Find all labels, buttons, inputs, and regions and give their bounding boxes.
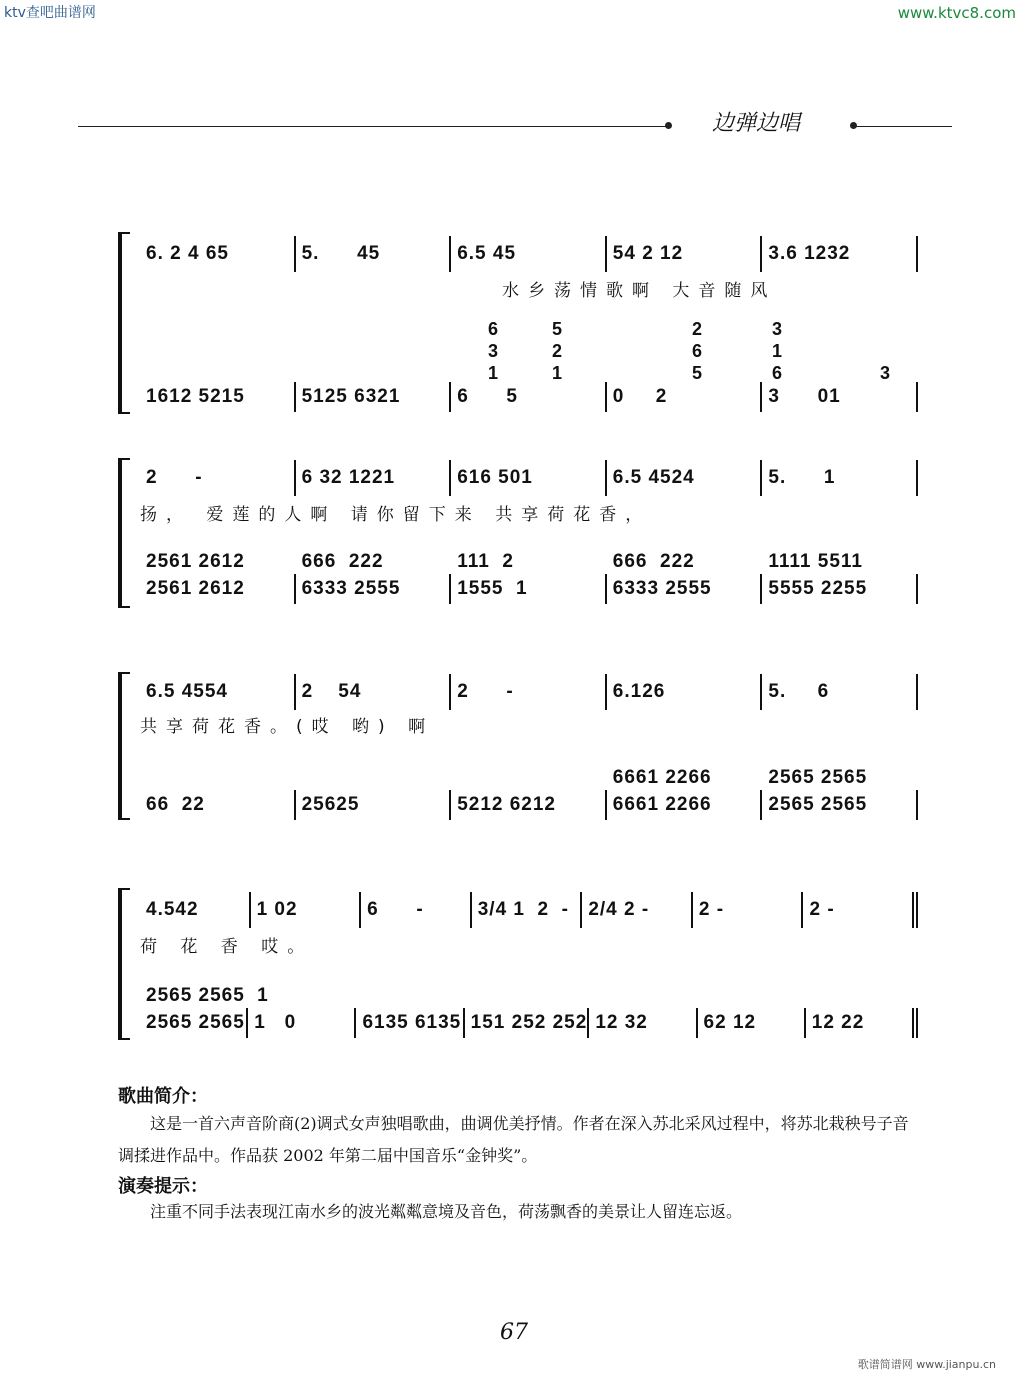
measure: 6.5 4524 [607,460,763,496]
bass-line [140,790,918,820]
melody-line [140,674,918,710]
measure [451,766,607,790]
section-title: 边弹边唱 [712,111,801,136]
measure: 12 22 [806,1008,918,1038]
lyrics-text: 扬， 爱莲的人啊 请你留下来 共享荷花香， [140,505,652,525]
system-bracket [118,458,130,608]
chord-column [770,318,784,384]
measure: 3.6 1232 [762,236,918,272]
page-number: 67 [500,1320,528,1345]
measure: 666 222 [612,551,695,572]
system-bracket [118,232,130,414]
measure: 2565 2565 [146,985,245,1006]
measure [473,984,584,1008]
score-system-2 [118,458,918,608]
measure: 66 22 [140,790,296,820]
measure: 1111 5511 [768,551,863,572]
melody-line [140,236,918,272]
system-bracket [118,888,130,1040]
measure: 1555 1 [451,574,607,604]
measure: 111 2 [457,551,514,572]
score-system-4 [118,888,918,1040]
measure: 6. 2 4 65 [140,236,296,272]
upper-accompaniment-line [140,984,918,1008]
melody-line [140,892,918,928]
system-bracket [118,672,130,820]
measure: 12 32 [589,1008,697,1038]
tips-heading: 演奏提示： [118,1176,208,1197]
header-rule-right [856,126,952,127]
measure: 666 222 [301,551,384,572]
measure: 2/4 2 - [582,892,693,928]
lyrics-line [140,712,918,737]
lyrics-line [140,500,918,525]
measure: 2 - [803,892,918,928]
bass-line [140,382,918,412]
watermark-top-right: www.ktvc8.com [897,4,1016,22]
measure: 1 02 [251,892,362,928]
upper-accompaniment-line [140,766,918,790]
watermark-bottom-right: 歌谱简谱网 www.jianpu.cn [857,1358,996,1371]
measure: 2565 2565 [768,767,868,788]
measure: 2 - [693,892,804,928]
measure: 6333 2555 [296,574,452,604]
upper-accompaniment-line [140,550,918,574]
measure: 2 - [140,460,296,496]
chord-note: 6 [691,341,702,361]
measure: 4.542 [140,892,251,928]
header-dot-left [665,122,672,129]
measure: 6333 2555 [607,574,763,604]
measure: 616 501 [451,460,607,496]
chord-note: 2 [551,341,562,361]
lyrics-text: 共享荷花香。(哎 哟) 啊 [140,717,435,737]
measure: 54 2 12 [607,236,763,272]
measure: 6.5 45 [451,236,607,272]
measure: 0 2 [607,382,763,412]
chord-note: 5 [551,319,562,339]
measure: 2 - [451,674,607,710]
chord-note: 5 [691,363,702,383]
measure [585,984,696,1008]
bass-line [140,574,918,604]
measure: 2565 2565 [140,1008,248,1038]
measure: 5. 1 [762,460,918,496]
measure: 5212 6212 [451,790,607,820]
measure: 6661 2266 [607,790,763,820]
lyrics-line [140,276,918,301]
chord-note: 6 [771,363,782,383]
measure: 62 12 [698,1008,806,1038]
chord-note: 3 [771,319,782,339]
measure: 6.126 [607,674,763,710]
score-system-1 [118,232,918,414]
chord-note: 1 [487,363,498,383]
measure: 2561 2612 [140,574,296,604]
measure: 2561 2612 [146,551,245,572]
intro-paragraph: 这是一首六声音阶商(2)调式女声独唱歌曲，曲调优美抒情。作者在深入苏北采风过程中，将苏北栽秧号子音调揉进作品中。作品获 2002 年第二届中国音乐“金钟奖”。 [118,1114,909,1165]
melody-line [140,460,918,496]
measure: 5125 6321 [296,382,452,412]
measure: 1 0 [248,1008,356,1038]
measure: 1612 5215 [140,382,296,412]
measure: 25625 [296,790,452,820]
chord-column [690,318,704,384]
chord-note: 3 [487,341,498,361]
watermark-top-left: ktv查吧曲谱网 [4,5,96,21]
lyrics-text: 荷 花 香 哎。 [140,937,314,957]
measure: 6 5 [451,382,607,412]
measure: 2565 2565 [762,790,918,820]
measure: 151 252 252 [465,1008,590,1038]
measure [362,984,473,1008]
measure: 3 01 [762,382,918,412]
chord-note: 6 [487,319,498,339]
chord-note: 3 [879,363,890,383]
chord-column [878,362,892,384]
measure: 6 32 1221 [296,460,452,496]
measure [807,984,918,1008]
chord-note: 1 [551,363,562,383]
lyrics-text: 水乡荡情歌啊 大音随风 [502,281,777,301]
chord-column [486,318,500,384]
measure [696,984,807,1008]
measure: 5. 45 [296,236,452,272]
header-rule-left [78,126,668,127]
chord-note: 1 [771,341,782,361]
tips-paragraph: 注重不同手法表现江南水乡的波光粼粼意境及音色，荷荡飘香的美景让人留连忘返。 [150,1202,743,1221]
measure: 6 - [361,892,472,928]
chord-column [550,318,564,384]
score-system-3 [118,672,918,820]
lyrics-line [140,932,918,957]
measure: 1 [257,985,269,1006]
measure: 6.5 4554 [140,674,296,710]
measure: 5. 6 [762,674,918,710]
intro-heading: 歌曲简介： [118,1086,208,1107]
measure: 5555 2255 [762,574,918,604]
bass-line [140,1008,918,1038]
measure: 2 54 [296,674,452,710]
measure: 3/4 1 2 - [472,892,583,928]
measure: 6135 6135 [356,1008,464,1038]
measure [296,766,452,790]
chord-note: 2 [691,319,702,339]
measure [140,766,296,790]
measure: 6661 2266 [612,767,712,788]
